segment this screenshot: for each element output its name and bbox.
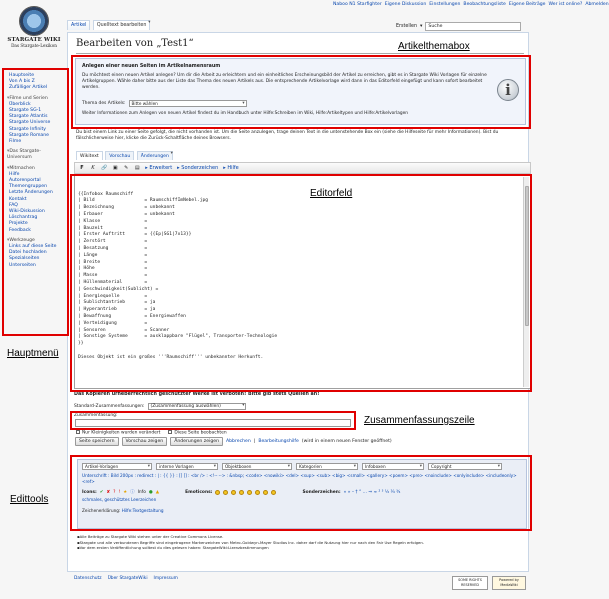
link-icon[interactable]: 🔗: [101, 165, 108, 171]
editor-line: | Bild = RaumschiffImNebel.jpg: [78, 198, 208, 204]
cc-license-badge[interactable]: SOME RIGHTS RESERVED: [452, 576, 488, 590]
license-line: ▪ Vor dem ersten Veröffentlichung solltest du dies gelesen haben: StargateWiki:Lizenzbestimmungen: [77, 545, 527, 551]
editor-line: | Besatzung =: [78, 245, 148, 251]
editor-line: | Klasse =: [78, 218, 148, 224]
title-divider: [76, 53, 524, 54]
nbsp-insert[interactable]: schmales, geschütztes Leerzeichen: [82, 497, 157, 502]
edit-options: [76, 430, 227, 436]
edittools-dropdown[interactable]: Artikel-Vorlagen ▾: [82, 463, 152, 470]
save-button[interactable]: Seite speichern: [75, 437, 119, 446]
infobox-text: Du möchtest einen neuen Artikel anlegen? Um dir die Arbeit zu erleichtern und ein einheitliches Erscheinungsbild der Artikel zu erreichen, gibt es in Stargate Wiki Vorlagen für einzelne Artikelgruppen. Wähle daher bitte aus der Liste das Thema des neuen Artikels aus. Die entsprechende Artikelvorlage wird dann in das Editorfeld eingefügt und kann sofort bearbeitet werden.: [82, 73, 487, 90]
sidebar-item[interactable]: Autorenportal: [9, 178, 41, 184]
personal-toolbar: [330, 2, 609, 10]
right-tabs: [396, 20, 521, 32]
special-chars[interactable]: « » – † ° … ⇒ ≈ ² ³ ½ ¼ ¾: [343, 489, 401, 495]
editor-line: | Breite =: [78, 259, 148, 265]
help-button[interactable]: ▸ Hilfe: [223, 165, 239, 171]
sidebar-item[interactable]: Wiki-Diskussion: [9, 209, 45, 215]
personal-link[interactable]: Abmelden: [585, 2, 609, 7]
annotation-box-editor: [70, 174, 532, 392]
sidebar-group-header[interactable]: ▾ Werkzeuge: [7, 238, 65, 244]
editor-line: | Verteidigung =: [78, 320, 148, 326]
infobox-more: Weiter Informationen zum Anlegen von neuen Artikel findest du im Handbuch unter Hilfe:Schreiben im Wiki, Hilfe:Artikeltypen und Hilfe:Artikelvorlagen: [82, 111, 408, 116]
topic-select-label: Thema des Artikels:: [82, 101, 126, 106]
editor-line: {{Infobox Raumschiff: [78, 191, 134, 197]
sidebar-item[interactable]: Hauptseite: [9, 73, 35, 78]
personal-link[interactable]: Eigene Diskussion: [384, 2, 427, 7]
sidebar-group-header[interactable]: ▾ Mitmachen: [7, 166, 65, 172]
edittools-dropdown[interactable]: Copyright ▾: [428, 463, 502, 470]
callout-edittools: Edittools: [10, 494, 49, 505]
special-chars-label: Sonderzeichen:: [302, 489, 341, 495]
personal-link[interactable]: Wer ist online?: [548, 2, 583, 7]
topic-select[interactable]: Bitte wählen ▾: [129, 100, 247, 107]
legend-link[interactable]: Hilfe:Textgestaltung: [121, 508, 164, 513]
question-icon[interactable]: ?: [113, 489, 116, 495]
info-icon-small[interactable]: ⓘ: [130, 490, 135, 495]
logo-title: STARGATE WIKI: [7, 37, 61, 43]
editor-line: | Energiequelle =: [78, 293, 148, 299]
license-notes: [77, 534, 527, 551]
sidebar-group-header[interactable]: ▾ Das Stargate-Universum: [7, 149, 65, 161]
sidebar-item[interactable]: Stargate Atlantis: [9, 114, 48, 120]
sidebar-item[interactable]: Filme: [9, 139, 22, 145]
show-changes-button[interactable]: Änderungen zeigen: [170, 437, 223, 446]
sidebar-item[interactable]: Projekte: [9, 221, 28, 227]
callout-editorfeld: Editorfeld: [310, 188, 353, 199]
editor-line: | Zerstört =: [78, 239, 148, 245]
check-icon[interactable]: ✔: [99, 489, 104, 495]
callout-hauptmenu: Hauptmenü: [7, 348, 59, 359]
star-icon[interactable]: ★: [123, 489, 128, 495]
signature-icon[interactable]: ✎: [124, 165, 129, 171]
emoticons-label: Emoticons:: [185, 489, 213, 495]
page-tabs: [67, 20, 151, 32]
edit-buttons: [75, 437, 392, 446]
sidebar-item[interactable]: Zufälliger Artikel: [9, 85, 48, 91]
footer-imprint[interactable]: Impressum: [153, 576, 178, 581]
editor-line: | Erster Auftritt = {{Ep|SG1|7x13}}: [78, 232, 192, 238]
footer-links: [74, 576, 178, 581]
editor-line: | Sensoren = Scanner: [78, 327, 170, 333]
editor-line: | Masse =: [78, 273, 148, 279]
minor-edit-option[interactable]: Nur Kleinigkeiten wurden verändert: [76, 430, 160, 436]
cancel-link[interactable]: Abbrechen: [225, 439, 251, 444]
tab-edit[interactable]: Quelltext bearbeiten ▾: [93, 20, 151, 30]
icons-label: Icons:: [82, 489, 97, 495]
advanced-button[interactable]: ▸ Erweitert: [145, 165, 173, 171]
exclamation-icon[interactable]: !: [118, 489, 121, 495]
edit-help-link[interactable]: Bearbeitungshilfe: [258, 439, 299, 444]
standard-summary-label: Standard-Zusammenfassungen:: [74, 404, 145, 409]
sidebar-item[interactable]: Hilfe: [9, 171, 20, 177]
personal-link[interactable]: Beobachtungsliste: [463, 2, 506, 7]
sidebar-item[interactable]: Stargate Universe: [9, 120, 51, 126]
callout-artikelthemabox: Artikelthemabox: [398, 41, 470, 52]
infobox-heading: Anlegen einer neuen Seiten im Artikelnamensraum: [82, 64, 221, 69]
editor-line: | Hüllenmaterial =: [78, 279, 148, 285]
search-input[interactable]: Suche: [425, 22, 521, 31]
editor-line: | Sonstige Systeme = ausklappbare "Flügel", Transporter-Technologie: [78, 334, 278, 340]
watch-page-checkbox[interactable]: [168, 430, 172, 434]
warning-icon[interactable]: ▲: [155, 489, 160, 495]
callout-zusammenfassung: Zusammenfassungszeile: [364, 415, 475, 426]
sidebar-item[interactable]: Stargate SG-1: [9, 108, 42, 114]
editor-line: Dieses Objekt ist ein großes '''Raumschiff''' unbekannter Herkunft.: [78, 354, 264, 360]
sidebar-item[interactable]: Spezialseiten: [9, 256, 40, 262]
footer-badges: [452, 576, 526, 590]
sidebar-item[interactable]: Letzte Änderungen: [9, 190, 53, 196]
edit-tabs: [76, 151, 174, 161]
copyright-warning: Das Kopieren urheberrechtlich geschützter Werke ist verboten! Bitte gib stets Quellen an!: [74, 392, 320, 397]
edittools-dropdown[interactable]: interne Vorlagen ▾: [156, 463, 218, 470]
edittools-dropdown[interactable]: Infoboxen ▾: [362, 463, 424, 470]
editor-line: | Bewaffnung = Energiewaffen: [78, 313, 186, 319]
mediawiki-badge[interactable]: Powered by MediaWiki: [492, 576, 526, 590]
personal-link[interactable]: Naboo N1 Starfighter: [333, 2, 382, 7]
annotation-box-sidebar: [2, 68, 69, 336]
editor-line: | Erbauer = unbekannt: [78, 211, 175, 217]
site-logo[interactable]: [4, 4, 64, 66]
sidebar-item[interactable]: Stargate Romane: [9, 132, 49, 138]
annotation-box-edittools: [70, 455, 532, 531]
sidebar-item[interactable]: Von A bis Z: [9, 79, 35, 85]
sidebar-item[interactable]: Themengruppen: [9, 184, 48, 190]
sidebar-item[interactable]: Überblick: [9, 101, 31, 107]
watch-page-option[interactable]: Diese Seite beobachten: [168, 430, 226, 436]
sidebar-item[interactable]: Löschantrag: [9, 215, 38, 221]
legend-label: Zeichenerklärung:: [82, 508, 121, 513]
sidebar-item[interactable]: Unterseiten: [9, 262, 36, 268]
tab-wikitext[interactable]: Wikitext ▾: [76, 151, 103, 160]
annotation-box-infobox: [71, 55, 531, 129]
footer-about[interactable]: Über StargateWiki: [107, 576, 148, 581]
special-chars-button[interactable]: ▸ Sonderzeichen: [177, 165, 219, 171]
editor-line: | Höhe =: [78, 266, 148, 272]
cross-icon[interactable]: ✘: [106, 489, 111, 495]
sidebar-item[interactable]: Stargate Infinity: [9, 126, 47, 132]
stargate-logo-icon: [19, 6, 49, 36]
edittools-dropdown[interactable]: Kategorien ▾: [296, 463, 358, 470]
page-title: Bearbeiten von „Test1“: [76, 38, 194, 49]
reference-icon[interactable]: ▤: [134, 165, 140, 171]
editor-line: | Sublichtantrieb = ja: [78, 300, 156, 306]
minor-edit-checkbox[interactable]: [76, 430, 80, 434]
edittools-dropdown[interactable]: Objektboxen ▾: [222, 463, 292, 470]
footer-privacy[interactable]: Datenschutz: [74, 576, 102, 581]
sidebar-item[interactable]: Kontakt: [9, 196, 27, 202]
bold-button[interactable]: F: [80, 165, 84, 171]
tab-changes[interactable]: Änderungen: [137, 151, 173, 160]
personal-link[interactable]: Eigene Beiträge: [508, 2, 546, 7]
info-icon: i: [497, 79, 519, 101]
standard-summary-row: [74, 403, 246, 410]
sidebar-item[interactable]: FAQ: [9, 202, 18, 208]
sidebar-item[interactable]: Feedback: [9, 227, 31, 233]
create-menu[interactable]: Erstellen: [396, 23, 417, 29]
editor-line: | Länge =: [78, 252, 148, 258]
separator: |: [253, 439, 256, 444]
image-icon[interactable]: ▣: [112, 165, 118, 171]
summary-label: Zusammenfassung:: [74, 413, 118, 418]
chevron-down-icon[interactable]: ▾: [420, 23, 423, 29]
editor-line: | Bauzeit =: [78, 225, 148, 231]
edit-help-note: (wird in einem neuen Fenster geöffnet): [301, 439, 392, 444]
tab-article[interactable]: Artikel: [67, 20, 90, 30]
logo-subtitle: Das Stargate-Lexikon: [11, 43, 57, 48]
editor-line: | Geschwindigkeit(Sublicht) =: [78, 286, 159, 292]
preview-button[interactable]: Vorschau zeigen: [122, 437, 168, 446]
license-line: ▪ Stargate und alle verbundenen Begriffe sind eingetragene Markenzeichen von Metro-Goldwyn-Mayer Studios Inc. daher darf die Nutzung hier nur nach den Fair Use Regeln erfolgen.: [77, 540, 527, 546]
wiki-markup-insert[interactable]: Unterschrift : Bild 200px : redirect : | : {{ }} : [[ ]] : <br /> : <!-- --> : &nbsp; <code> <nowiki> <del> <sup> <sub> <big> <small> <gallery> <poem> <pre> <noinclude> <onlyinclude> <includeonly> <ref>: [82, 473, 517, 485]
editor-line: }}: [78, 341, 84, 347]
standard-summary-select[interactable]: (Zusammenfassung auswählen) ▾: [148, 403, 246, 410]
ok-icon[interactable]: ●: [148, 489, 153, 495]
annotation-box-summary: [70, 411, 356, 430]
sidebar-item[interactable]: Datei hochladen: [9, 250, 47, 256]
info-label[interactable]: Info: [137, 489, 146, 495]
edit-toolbar: [74, 162, 531, 174]
missing-page-notice: Du bist einem Link zu einer Seite gefolgt, die nicht vorhanden ist. Um die Seite anzulegen, trage deinen Text in die untenstehende Box ein (siehe die Hilfeseite für mehr Informationen). Bist du fälschlicherweise hier, klicke die Zurück-Schaltfläche deines Browsers.: [76, 130, 499, 141]
italic-button[interactable]: K: [91, 165, 95, 171]
editor-line: | Hyperantrieb = ja: [78, 307, 156, 313]
sidebar-group-header[interactable]: ▾ Filme und Serien: [7, 96, 65, 102]
editor-line: | Bezeichnung = unbekannt: [78, 205, 175, 211]
personal-link[interactable]: Einstellungen: [429, 2, 461, 7]
license-line: ▪ Alle Beiträge zu Stargate Wiki stehen unter der Creative Commons License.: [77, 534, 527, 540]
sidebar-item[interactable]: Links auf diese Seite: [9, 244, 57, 250]
tab-preview[interactable]: Vorschau: [105, 151, 134, 160]
